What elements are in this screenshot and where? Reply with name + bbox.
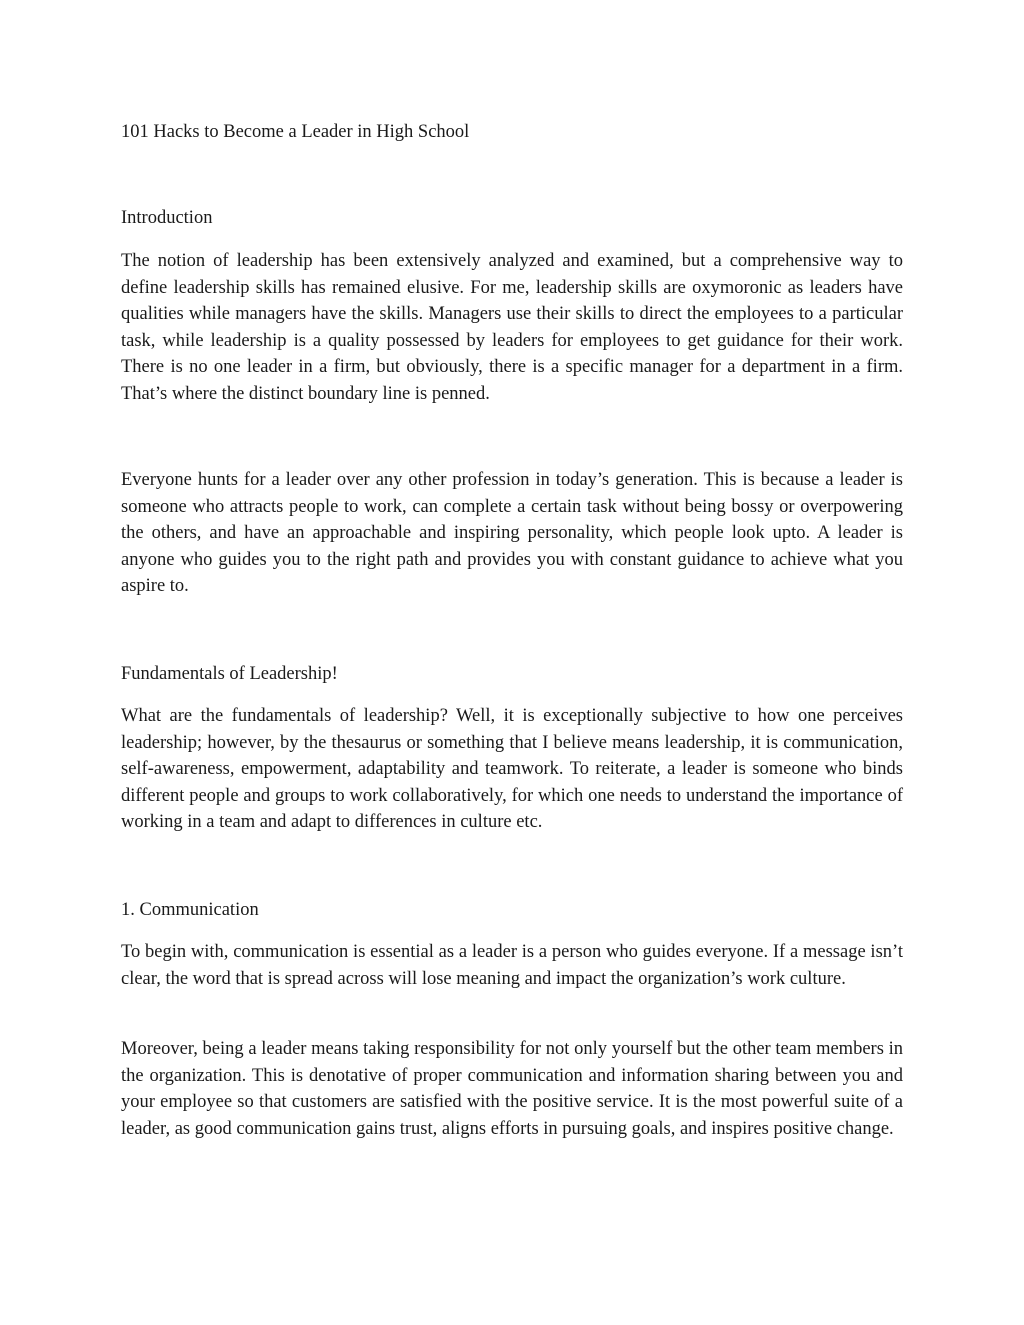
section-heading-fundamentals: Fundamentals of Leadership! (121, 664, 338, 684)
introduction-paragraph-2: Everyone hunts for a leader over any other profession in today’s generation. This is because a leader is someone who attracts people to work, can complete a certain task without being bossy or overpowering the others, and have an approachable and inspiring personality, which people look upto. A leader is anyone who guides you to the right path and provides you with constant guidance to achieve what you aspire to. (121, 470, 903, 597)
communication-paragraph-1: To begin with, communication is essential as a leader is a person who guides everyone. If a message isn’t clear, the word that is spread across will lose meaning and impact the organization’s work culture. (121, 942, 903, 989)
document-title: 101 Hacks to Become a Leader in High School (121, 122, 470, 142)
section-heading-introduction: Introduction (121, 208, 213, 228)
introduction-paragraph-1: The notion of leadership has been extensively analyzed and examined, but a comprehensive way to define leadership skills has remained elusive. For me, leadership skills are oxymoronic as leaders have qualities while managers have the skills. Managers use their skills to direct the employees to a particular task, while leadership is a quality possessed by leaders for employees to get guidance for their work. There is no one leader in a firm, but obviously, there is a specific manager for a department in a firm. That’s where the distinct boundary line is penned. (121, 251, 903, 404)
communication-paragraph-2: Moreover, being a leader means taking responsibility for not only yourself but the other team members in the organization. This is denotative of proper communication and information sharing between you and your employee so that customers are satisfied with the positive service. It is the most powerful suite of a leader, as good communication gains trust, aligns efforts in pursuing goals, and inspires positive change. (121, 1039, 903, 1139)
fundamentals-paragraph-1: What are the fundamentals of leadership? Well, it is exceptionally subjective to how one perceives leadership; however, by the thesaurus or something that I believe means leadership, it is communication, self-awareness, empowerment, adaptability and teamwork. To reiterate, a leader is someone who binds different people and groups to work collaboratively, for which one needs to understand the importance of working in a team and adapt to differences in culture etc. (121, 706, 903, 833)
section-heading-communication: 1. Communication (121, 900, 259, 920)
